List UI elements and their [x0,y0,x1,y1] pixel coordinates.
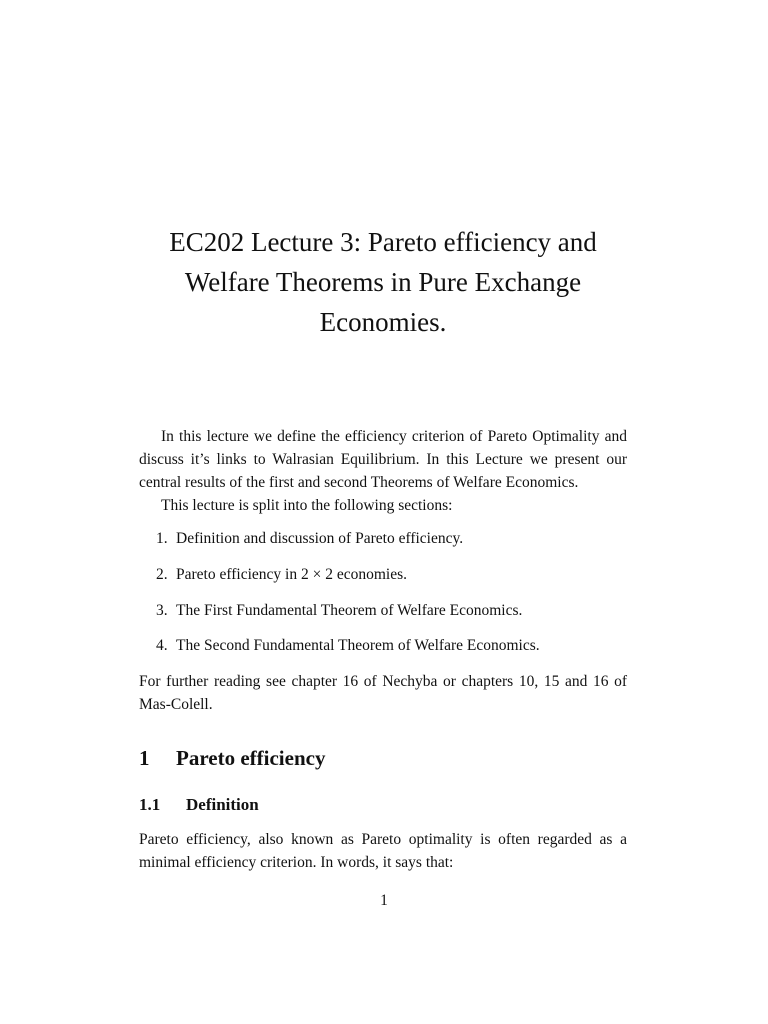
intro-paragraph: In this lecture we define the efficiency criterion of Pareto Optimality and discuss it’s links to Walrasian Equilibrium. In this Lecture we present our central results of the first and second Theorems of Welfare Economics. [139,428,627,491]
list-item-number: 1. [156,530,168,547]
definition-paragraph: Pareto efficiency, also known as Pareto optimality is often regarded as a minimal efficiency criterion. In words, it says that: [139,831,627,871]
document-title [140,222,626,342]
list-item-number: 4. [156,637,168,655]
list-item-text: Definition and discussion of Pareto efficiency. [176,530,464,547]
title-line-1: EC202 Lecture 3: Pareto efficiency and [169,227,597,257]
title-line-3: Economies. [319,307,447,337]
list-item [139,634,627,657]
section-heading [139,746,325,771]
list-item [139,527,627,550]
definition-block [139,828,627,874]
title-line-2: Welfare Theorems in Pure Exchange [184,267,582,297]
sections-list [139,527,627,657]
list-item-text: Pareto efficiency in 2 × 2 economies. [176,565,407,583]
list-item [139,563,627,586]
list-item-number: 3. [156,601,168,619]
sections-intro-paragraph: This lecture is split into the following sections: [161,497,453,514]
page-number: 1 [380,892,388,909]
list-item-text: The First Fundamental Theorem of Welfare Economics. [176,601,523,619]
subsection-number: 1.1 [139,795,161,814]
subsection-title: Definition [186,795,259,814]
subsection-heading [139,795,259,815]
list-item-text: The Second Fundamental Theorem of Welfare Economics. [176,637,540,655]
list-item [139,599,627,622]
section-title: Pareto efficiency [176,746,326,770]
section-number: 1 [139,746,150,770]
list-item-number: 2. [156,565,168,583]
further-reading-paragraph: For further reading see chapter 16 of Nechyba or chapters 10, 15 and 16 of Mas-Colell. [139,673,627,714]
introduction-block [139,425,627,716]
